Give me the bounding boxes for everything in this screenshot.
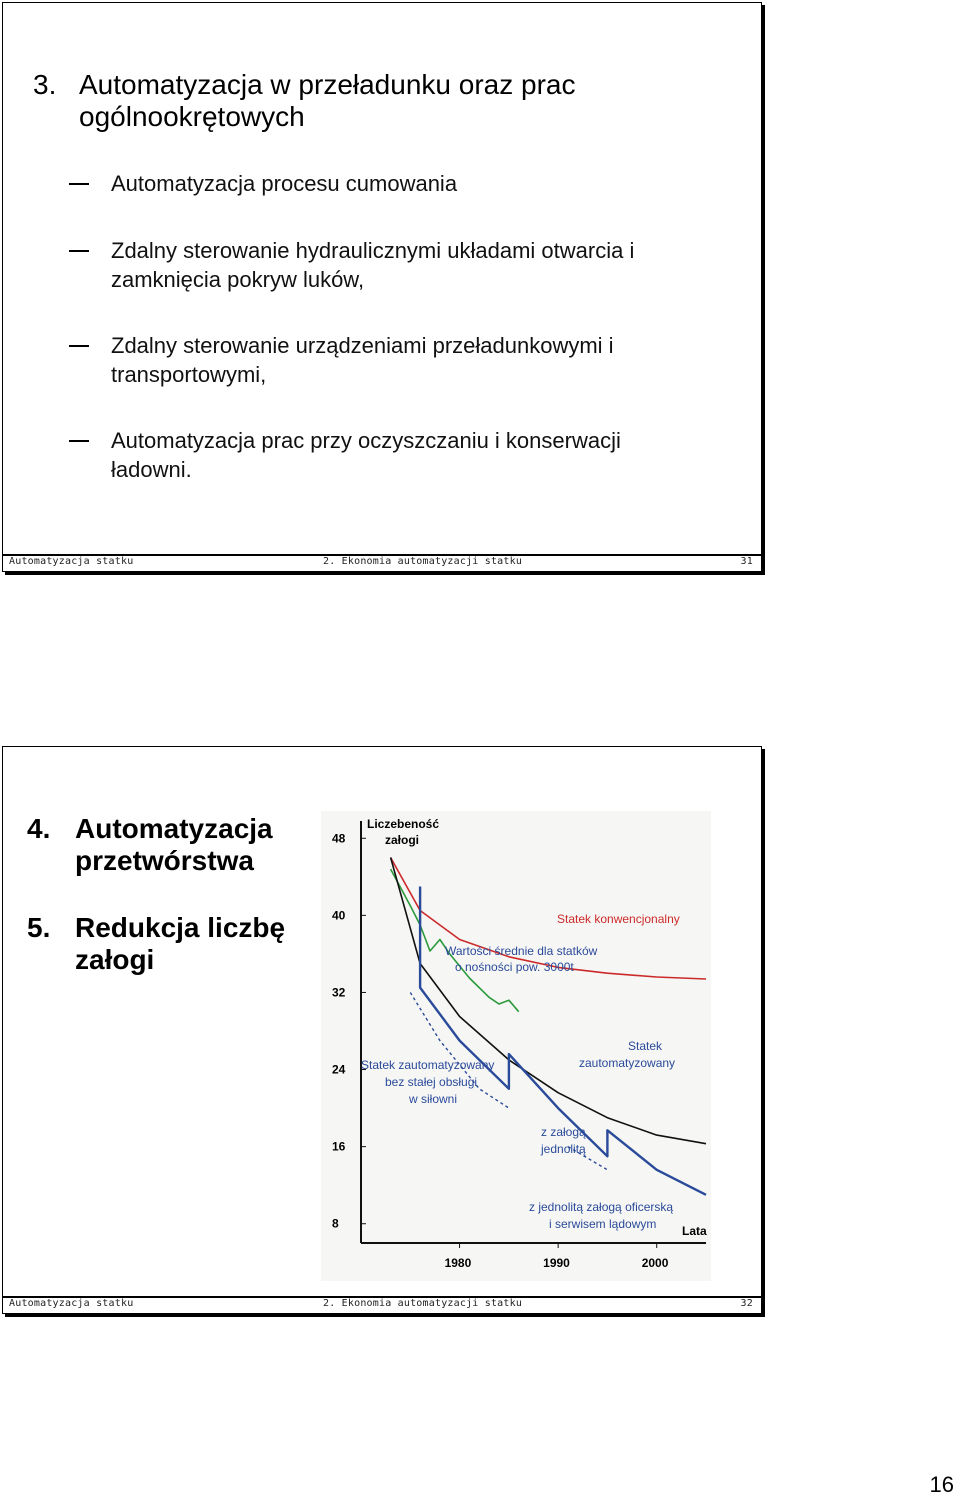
title-line-2: ogólnookrętowych <box>79 101 305 132</box>
footer-course: Automatyzacja statku <box>9 556 134 567</box>
footer-section: 2. Ekonomia automatyzacji statku <box>323 1298 523 1309</box>
slide-footer <box>3 1296 761 1313</box>
bullet-line: Automatyzacja prac przy oczyszczaniu i konserwacji <box>111 428 621 453</box>
footer-course: Automatyzacja statku <box>9 1298 134 1309</box>
bullet-line: Zdalny sterowanie hydraulicznymi układami otwarcia i <box>111 238 635 263</box>
item-line: Automatyzacja <box>75 813 273 844</box>
footer-section: 2. Ekonomia automatyzacji statku <box>323 556 523 567</box>
chart-annotation: Statek <box>628 1039 663 1053</box>
chart-annotation: Statek konwencjonalny <box>557 912 680 926</box>
y-axis-label: Liczebeność <box>367 817 440 831</box>
chart-annotation: jednolitą <box>541 1142 586 1156</box>
chart-annotation: z jednolitą załogą oficerską <box>529 1200 674 1214</box>
chart-annotation: w siłowni <box>409 1092 458 1106</box>
title-number: 3. <box>33 69 57 100</box>
chart-annotation: bez stałej obsługi <box>385 1075 478 1089</box>
dash-icon <box>69 345 89 347</box>
bullet-line: Automatyzacja procesu cumowania <box>111 171 458 196</box>
item-number: 5. <box>27 912 51 943</box>
slide-number: 32 <box>740 1298 753 1309</box>
slide-footer <box>3 554 761 571</box>
item-number: 4. <box>27 813 51 844</box>
dash-icon <box>69 183 89 185</box>
chart-annotation: z załogą <box>541 1125 586 1139</box>
y-tick-label: 8 <box>332 1216 339 1231</box>
dash-icon <box>69 440 89 442</box>
x-tick-label: 1990 <box>543 1256 570 1270</box>
x-axis-label: Lata <box>682 1224 707 1238</box>
chart-annotation: o nośności pow. 3000t <box>455 960 574 974</box>
x-tick-label: 1980 <box>444 1256 472 1270</box>
x-tick-label: 2000 <box>641 1256 669 1270</box>
y-tick-label: 48 <box>332 831 346 846</box>
chart-annotation: i serwisem lądowym <box>549 1217 657 1231</box>
chart-annotation: Statek zautomatyzowany <box>361 1058 495 1072</box>
bullet-line: Zdalny sterowanie urządzeniami przeładunkowymi i <box>111 333 614 358</box>
chart-annotation: zautomatyzowany <box>579 1056 676 1070</box>
y-axis-label: załogi <box>385 833 420 847</box>
chart-annotation: Wartości średnie dla statków <box>445 944 598 958</box>
bullet-line: transportowymi, <box>111 362 267 387</box>
crew-reduction-chart <box>321 811 711 1281</box>
y-tick-label: 16 <box>332 1139 346 1154</box>
item-line: załogi <box>75 944 155 975</box>
slide-number: 31 <box>740 556 753 567</box>
item-line: przetwórstwa <box>75 845 254 876</box>
dash-icon <box>69 250 89 252</box>
y-tick-label: 32 <box>332 985 346 1000</box>
page-number: 16 <box>929 1472 954 1497</box>
bullet-line: ładowni. <box>111 457 192 482</box>
y-tick-label: 40 <box>332 908 346 923</box>
item-line: Redukcja liczbę <box>75 912 286 943</box>
slide-31 <box>2 2 762 572</box>
bullet-line: zamknięcia pokryw luków, <box>111 267 365 292</box>
y-tick-label: 24 <box>332 1062 346 1077</box>
slide-32 <box>2 746 762 1314</box>
title-line-1: Automatyzacja w przeładunku oraz prac <box>79 69 576 100</box>
